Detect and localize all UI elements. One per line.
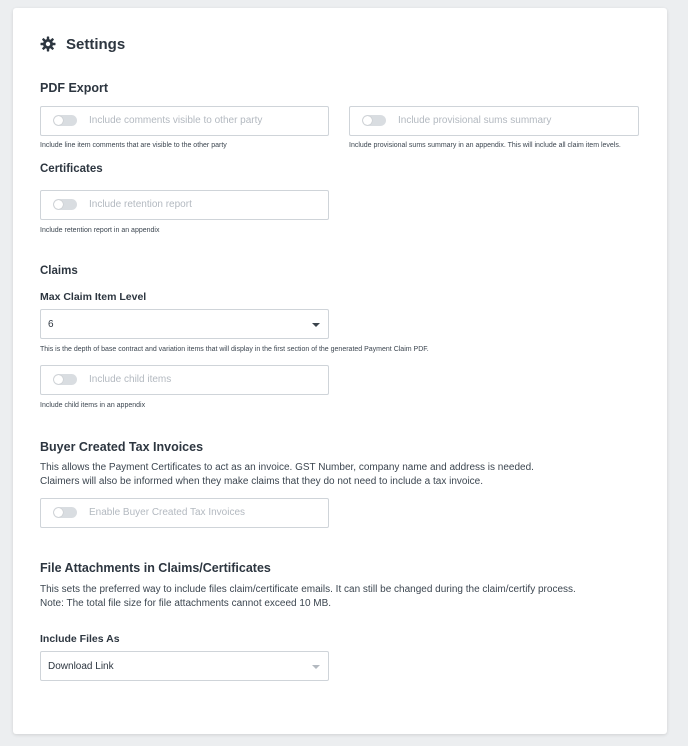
- page-title: Settings: [66, 36, 126, 53]
- max-claim-level-help: This is the depth of base contract and variation items that will display in the first section of the generated Payment Claim PDF.: [40, 346, 429, 353]
- provisional-toggle-switch[interactable]: [362, 115, 386, 126]
- chevron-down-icon: [312, 665, 320, 669]
- comments-toggle-field[interactable]: [40, 106, 329, 136]
- claims-heading: Claims: [40, 265, 78, 277]
- provisional-help-text: Include provisional sums summary in an appendix. This will include all claim item levels.: [349, 142, 621, 149]
- buyer-created-desc-line1: This allows the Payment Certificates to act as an invoice. GST Number, company name and address is needed.: [40, 462, 534, 473]
- comments-help-text: Include line item comments that are visible to the other party: [40, 142, 227, 149]
- retention-toggle-switch[interactable]: [53, 199, 77, 210]
- retention-toggle-field[interactable]: [40, 190, 329, 220]
- buyer-created-heading: Buyer Created Tax Invoices: [40, 440, 204, 454]
- include-files-as-select[interactable]: [40, 651, 329, 681]
- comments-toggle-label: Include comments visible to other party: [89, 115, 263, 126]
- provisional-toggle-label: Include provisional sums summary: [398, 115, 552, 126]
- include-files-as-value: Download Link: [48, 661, 114, 672]
- retention-toggle-label: Include retention report: [89, 199, 192, 210]
- chevron-down-icon: [312, 323, 320, 327]
- child-items-help-text: Include child items in an appendix: [40, 402, 146, 409]
- max-claim-level-value: 6: [48, 319, 54, 330]
- child-items-toggle-switch[interactable]: [53, 374, 77, 385]
- buyer-created-desc-line2: Claimers will also be informed when they make claims that they do not need to include a tax invoice.: [40, 476, 484, 487]
- pdf-export-heading: PDF Export: [40, 81, 109, 95]
- gear-icon: [40, 36, 56, 52]
- file-attachments-heading: File Attachments in Claims/Certificates: [40, 561, 271, 575]
- child-items-toggle-label: Include child items: [89, 374, 172, 385]
- max-claim-level-label: Max Claim Item Level: [40, 291, 147, 303]
- comments-toggle-switch[interactable]: [53, 115, 77, 126]
- retention-help-text: Include retention report in an appendix: [40, 227, 160, 234]
- buyer-created-toggle-field[interactable]: [40, 498, 329, 528]
- buyer-created-toggle-label: Enable Buyer Created Tax Invoices: [89, 507, 246, 518]
- max-claim-level-select[interactable]: [40, 309, 329, 339]
- buyer-created-toggle-switch[interactable]: [53, 507, 77, 518]
- child-items-toggle-field[interactable]: [40, 365, 329, 395]
- include-files-as-label: Include Files As: [40, 633, 120, 645]
- file-attachments-desc-line1: This sets the preferred way to include files claim/certificate emails. It can still be changed during the claim/certify process.: [40, 584, 576, 595]
- file-attachments-desc-line2: Note: The total file size for file attachments cannot exceed 10 MB.: [40, 598, 332, 609]
- provisional-toggle-field[interactable]: [349, 106, 639, 136]
- certificates-heading: Certificates: [40, 163, 103, 175]
